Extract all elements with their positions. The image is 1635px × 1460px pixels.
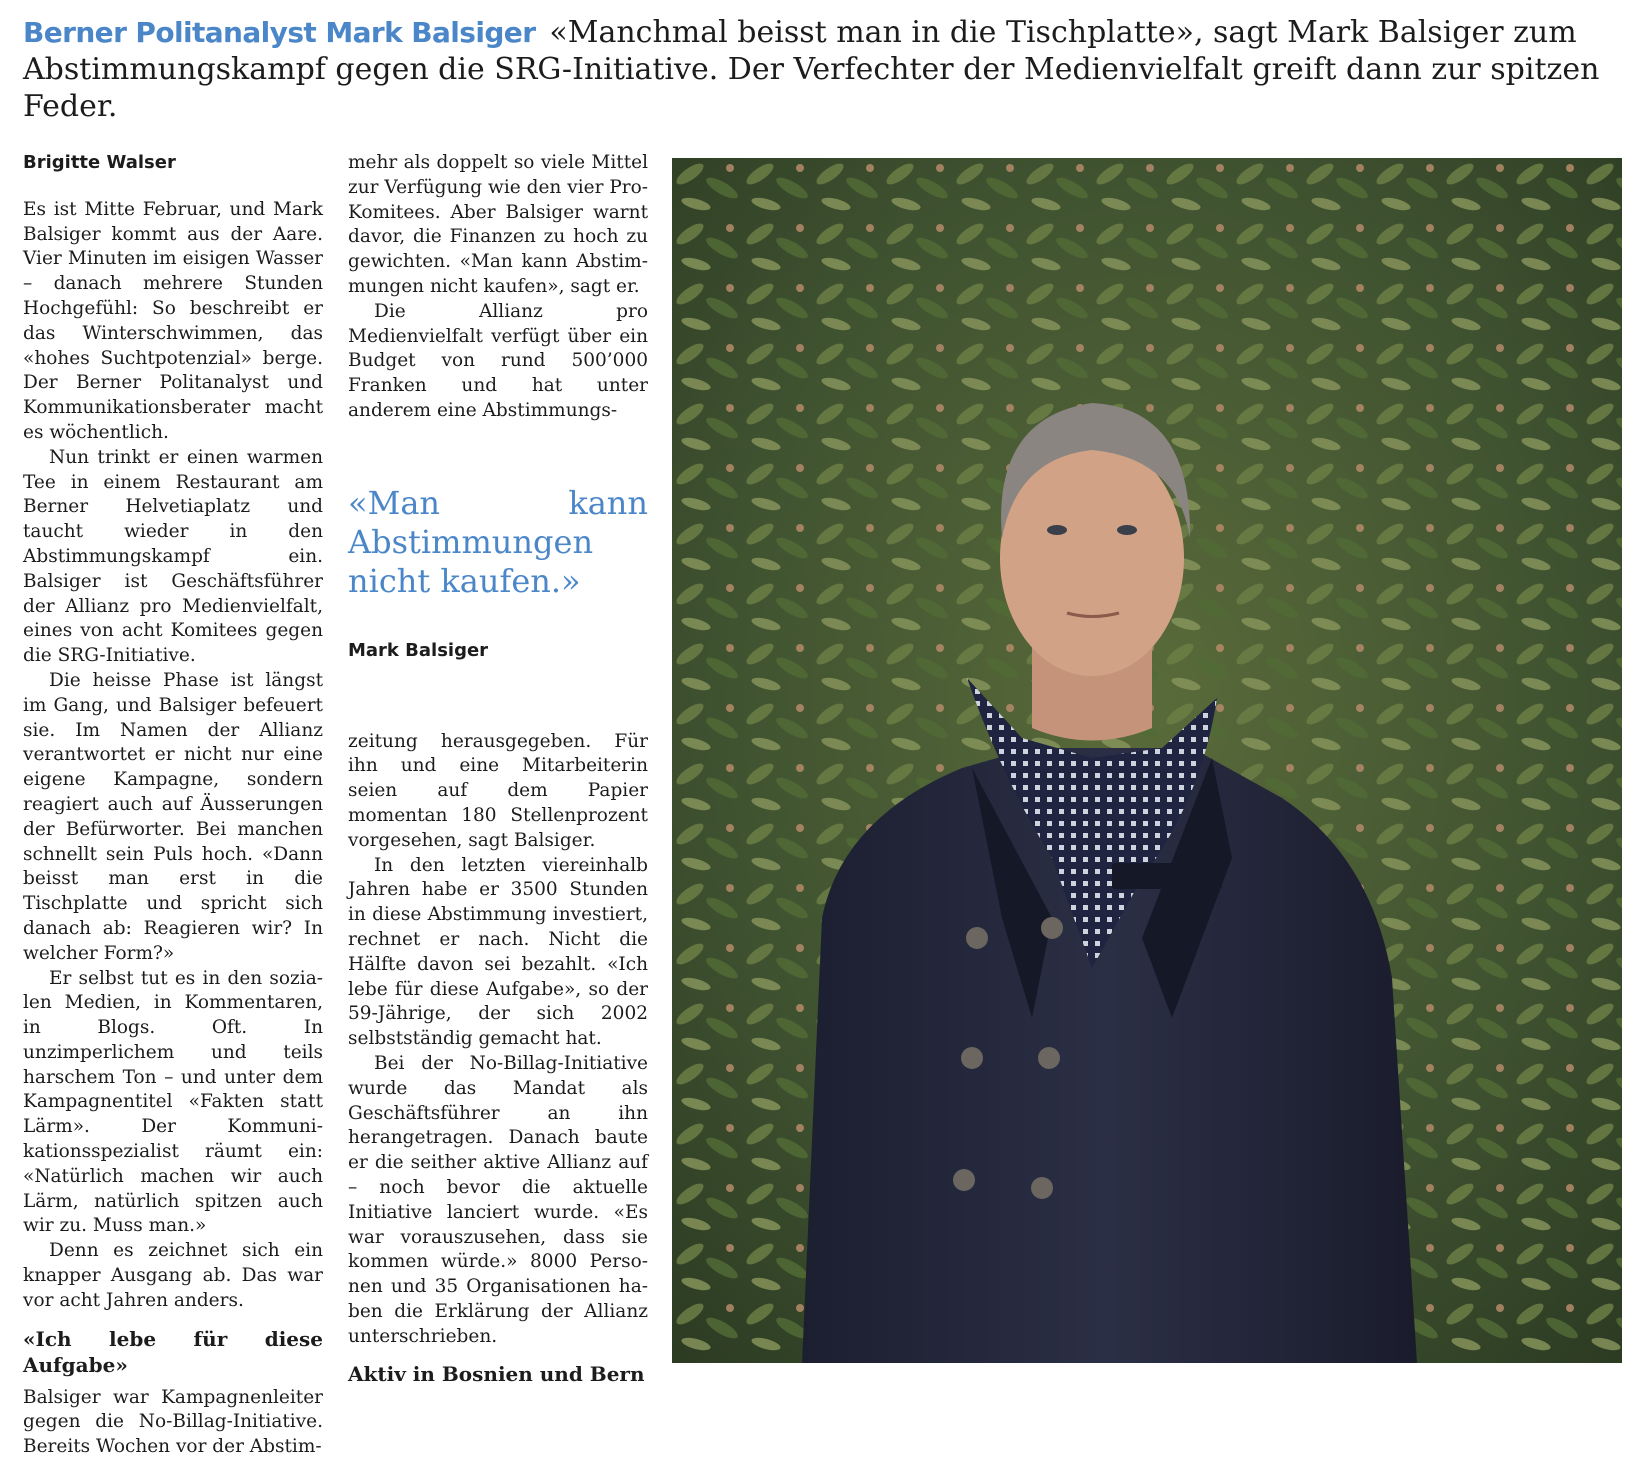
lead-text: «Manchmal beisst man in die Tischplatte», sagt Mark Balsiger zum Abstimmungskampf gegen die SRG-Initiative. Der Verfechter der Medienvielfalt greift dann zur spitzen Feder. <box>23 15 1600 124</box>
paragraph: Nun trinkt er einen warmen Tee in einem Restaurant am Berner Helvetiaplatz und taucht wieder in den Abstimmungskampf ein. Balsiger ist Geschäftsführer der Allianz pro Medienvielfalt, eines von acht Komitees gegen die SRG-Initiative. <box>23 446 323 667</box>
author-byline: Brigitte Walser <box>23 152 176 173</box>
paragraph: Es ist Mitte Februar, und Mark Balsiger kommt aus der Aare. Vier Minuten im eisigen Wasser – danach mehrere Stunden Hochgefühl: So beschreibt er das Winterschwimmen, das «hohes Suchtpotenzial» berge. Der Berner Politanalyst und Kommunikationsberater macht es wöchentlich. <box>23 198 323 443</box>
article-header <box>23 14 1623 125</box>
paragraph: Er selbst tut es in den sozialen Medien, in Kommentaren, in Blogs. Oft. In unzimperlichem und teils harschem Ton – und unter dem Kampagnentitel «Fakten statt Lärm». Der Kommunikationsspezialist räumt ein: «Natürlich machen wir auch Lärm, natürlich spitzen auch wir zu. Muss man.» <box>23 967 323 1237</box>
paragraph: Die Allianz pro Medienvielfalt verfügt über ein Budget von rund 500’000 Franken und hat unter anderem eine Abstimmungs- <box>348 300 648 421</box>
portrait-illustration <box>672 158 1622 1363</box>
subheading: «Ich lebe für diese Aufgabe» <box>23 1326 323 1377</box>
paragraph: mehr als doppelt so viele Mittel zur Verfügung wie den vier Pro-Komitees. Aber Balsiger warnt davor, die Finanzen zu hoch zu gewichten. «Man kann Abstimmungen nicht kaufen», sagt er. <box>348 152 648 297</box>
column-2 <box>348 151 648 1395</box>
subheading: Aktiv in Bosnien und Bern <box>348 1362 645 1387</box>
pull-quote: «Man kann Abstimmungen nicht kaufen.» <box>348 483 648 600</box>
kicker: Berner Politanalyst Mark Balsiger <box>23 16 536 49</box>
column-1 <box>23 151 323 1460</box>
paragraph: Die heisse Phase ist längst im Gang, und Balsiger befeuert sie. Im Namen der Allianz verantwortet er nicht nur eine eigene Kampagne, sondern reagiert auch auf Äusserungen der Befürworter. Bei manchen schnellt sein Puls hoch. «Dann beisst man erst in die Tischplatte und spricht sich danach ab: Reagieren wir? In welcher Form?» <box>23 669 323 964</box>
portrait-photo <box>672 158 1622 1363</box>
paragraph: Bei der No-Billag-Initiative wurde das Mandat als Geschäftsführer an ihn herangetragen. Danach baute er die seither aktive Allianz auf – noch bevor die aktuelle Initiative lanciert wurde. «Es war vorauszusehen, dass sie kommen würde.» 8000 Personen und 35 Organisationen haben die Erklärung der Allianz unterschrieben. <box>348 1052 648 1347</box>
paragraph: zeitung herausgegeben. Für ihn und eine Mitarbeiterin seien auf dem Papier momentan 180 Stellenprozent vorgesehen, sagt Balsiger. <box>348 730 648 851</box>
paragraph: Denn es zeichnet sich ein knapper Ausgang ab. Das war vor acht Jahren anders. <box>23 1240 323 1311</box>
paragraph: In den letzten viereinhalb Jahren habe er 3500 Stunden in diese Abstimmung investiert, rechnet er nach. Nicht die Hälfte davon sei bezahlt. «Ich lebe für diese Aufgabe», so der 59-Jährige, der sich 2002 selbstständig gemacht hat. <box>348 854 648 1050</box>
paragraph: Balsiger war Kampagnenleiter gegen die No-Billag-Initiative. Bereits Wochen vor der Abstim- <box>23 1386 323 1458</box>
quote-attribution: Mark Balsiger <box>348 639 489 661</box>
